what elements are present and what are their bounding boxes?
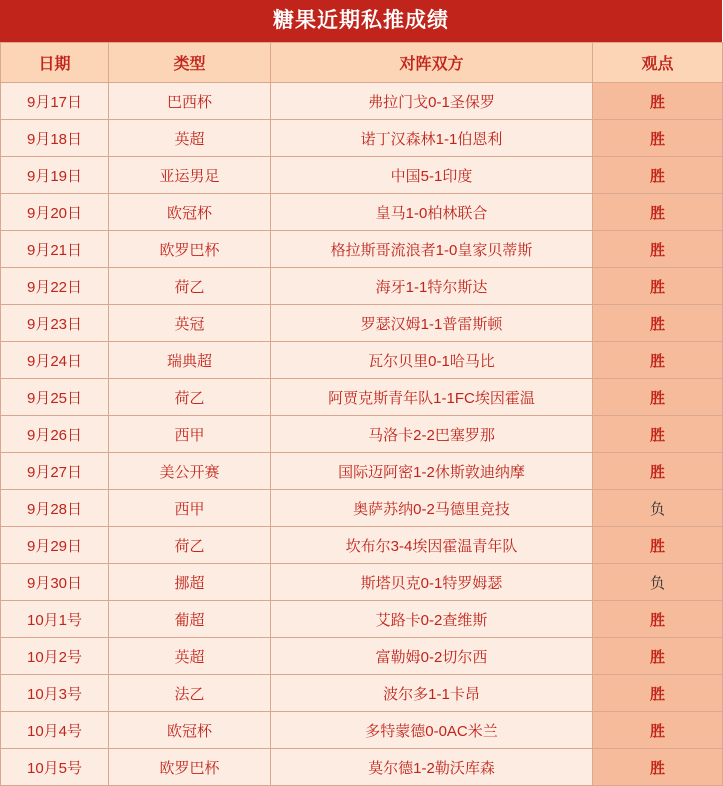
column-header-match: 对阵双方 (271, 43, 593, 83)
cell-type: 巴西杯 (109, 83, 271, 120)
cell-type: 欧冠杯 (109, 194, 271, 231)
cell-match: 坎布尔3-4埃因霍温青年队 (271, 527, 593, 564)
table-body (1, 83, 723, 786)
table-row (1, 416, 723, 453)
cell-view: 胜 (593, 231, 723, 268)
cell-view: 胜 (593, 305, 723, 342)
cell-date: 10月1号 (1, 601, 109, 638)
cell-type: 欧罗巴杯 (109, 749, 271, 786)
cell-match: 斯塔贝克0-1特罗姆瑟 (271, 564, 593, 601)
cell-match: 马洛卡2-2巴塞罗那 (271, 416, 593, 453)
cell-date: 9月21日 (1, 231, 109, 268)
cell-view: 胜 (593, 416, 723, 453)
table-row (1, 749, 723, 786)
cell-match: 罗瑟汉姆1-1普雷斯顿 (271, 305, 593, 342)
cell-view: 胜 (593, 527, 723, 564)
cell-match: 阿贾克斯青年队1-1FC埃因霍温 (271, 379, 593, 416)
table-row (1, 342, 723, 379)
table-row (1, 453, 723, 490)
cell-match: 国际迈阿密1-2休斯敦迪纳摩 (271, 453, 593, 490)
table-row (1, 83, 723, 120)
cell-date: 10月2号 (1, 638, 109, 675)
cell-view: 胜 (593, 342, 723, 379)
cell-date: 9月22日 (1, 268, 109, 305)
cell-type: 欧冠杯 (109, 712, 271, 749)
column-header-type: 类型 (109, 43, 271, 83)
cell-date: 9月18日 (1, 120, 109, 157)
cell-match: 格拉斯哥流浪者1-0皇家贝蒂斯 (271, 231, 593, 268)
cell-view: 胜 (593, 675, 723, 712)
cell-date: 9月19日 (1, 157, 109, 194)
cell-type: 欧罗巴杯 (109, 231, 271, 268)
column-header-date: 日期 (1, 43, 109, 83)
cell-view: 负 (593, 490, 723, 527)
cell-view: 负 (593, 564, 723, 601)
cell-match: 艾路卡0-2查维斯 (271, 601, 593, 638)
cell-type: 英超 (109, 638, 271, 675)
cell-date: 10月5号 (1, 749, 109, 786)
cell-date: 9月27日 (1, 453, 109, 490)
cell-match: 多特蒙德0-0AC米兰 (271, 712, 593, 749)
cell-type: 英冠 (109, 305, 271, 342)
table-row (1, 120, 723, 157)
cell-view: 胜 (593, 749, 723, 786)
cell-type: 荷乙 (109, 379, 271, 416)
column-header-view: 观点 (593, 43, 723, 83)
cell-type: 美公开赛 (109, 453, 271, 490)
table-row (1, 490, 723, 527)
cell-date: 9月26日 (1, 416, 109, 453)
cell-date: 9月17日 (1, 83, 109, 120)
table-row (1, 675, 723, 712)
results-table (0, 42, 723, 786)
cell-date: 9月20日 (1, 194, 109, 231)
table-header (1, 43, 723, 83)
cell-view: 胜 (593, 120, 723, 157)
page-title: 糖果近期私推成绩 (0, 0, 722, 42)
cell-date: 9月29日 (1, 527, 109, 564)
cell-date: 10月3号 (1, 675, 109, 712)
cell-date: 9月23日 (1, 305, 109, 342)
table-row (1, 564, 723, 601)
cell-match: 瓦尔贝里0-1哈马比 (271, 342, 593, 379)
cell-date: 9月28日 (1, 490, 109, 527)
cell-type: 荷乙 (109, 268, 271, 305)
cell-match: 诺丁汉森林1-1伯恩利 (271, 120, 593, 157)
cell-type: 西甲 (109, 490, 271, 527)
cell-date: 9月24日 (1, 342, 109, 379)
cell-view: 胜 (593, 194, 723, 231)
cell-view: 胜 (593, 638, 723, 675)
cell-type: 葡超 (109, 601, 271, 638)
cell-match: 弗拉门戈0-1圣保罗 (271, 83, 593, 120)
cell-date: 10月4号 (1, 712, 109, 749)
cell-match: 莫尔德1-2勒沃库森 (271, 749, 593, 786)
cell-match: 皇马1-0柏林联合 (271, 194, 593, 231)
table-header-row (1, 43, 723, 83)
table-row (1, 305, 723, 342)
cell-match: 中国5-1印度 (271, 157, 593, 194)
table-row (1, 268, 723, 305)
cell-view: 胜 (593, 268, 723, 305)
table-row (1, 157, 723, 194)
cell-view: 胜 (593, 83, 723, 120)
table-row (1, 712, 723, 749)
cell-type: 荷乙 (109, 527, 271, 564)
cell-view: 胜 (593, 712, 723, 749)
cell-match: 波尔多1-1卡昂 (271, 675, 593, 712)
cell-type: 亚运男足 (109, 157, 271, 194)
cell-view: 胜 (593, 379, 723, 416)
cell-match: 海牙1-1特尔斯达 (271, 268, 593, 305)
table-row (1, 231, 723, 268)
cell-view: 胜 (593, 453, 723, 490)
cell-match: 富勒姆0-2切尔西 (271, 638, 593, 675)
cell-type: 法乙 (109, 675, 271, 712)
cell-date: 9月30日 (1, 564, 109, 601)
table-row (1, 601, 723, 638)
table-row (1, 194, 723, 231)
table-row (1, 638, 723, 675)
table-row (1, 527, 723, 564)
table-row (1, 379, 723, 416)
cell-date: 9月25日 (1, 379, 109, 416)
cell-type: 西甲 (109, 416, 271, 453)
cell-match: 奥萨苏纳0-2马德里竞技 (271, 490, 593, 527)
cell-view: 胜 (593, 157, 723, 194)
cell-type: 瑞典超 (109, 342, 271, 379)
cell-type: 英超 (109, 120, 271, 157)
cell-type: 挪超 (109, 564, 271, 601)
cell-view: 胜 (593, 601, 723, 638)
